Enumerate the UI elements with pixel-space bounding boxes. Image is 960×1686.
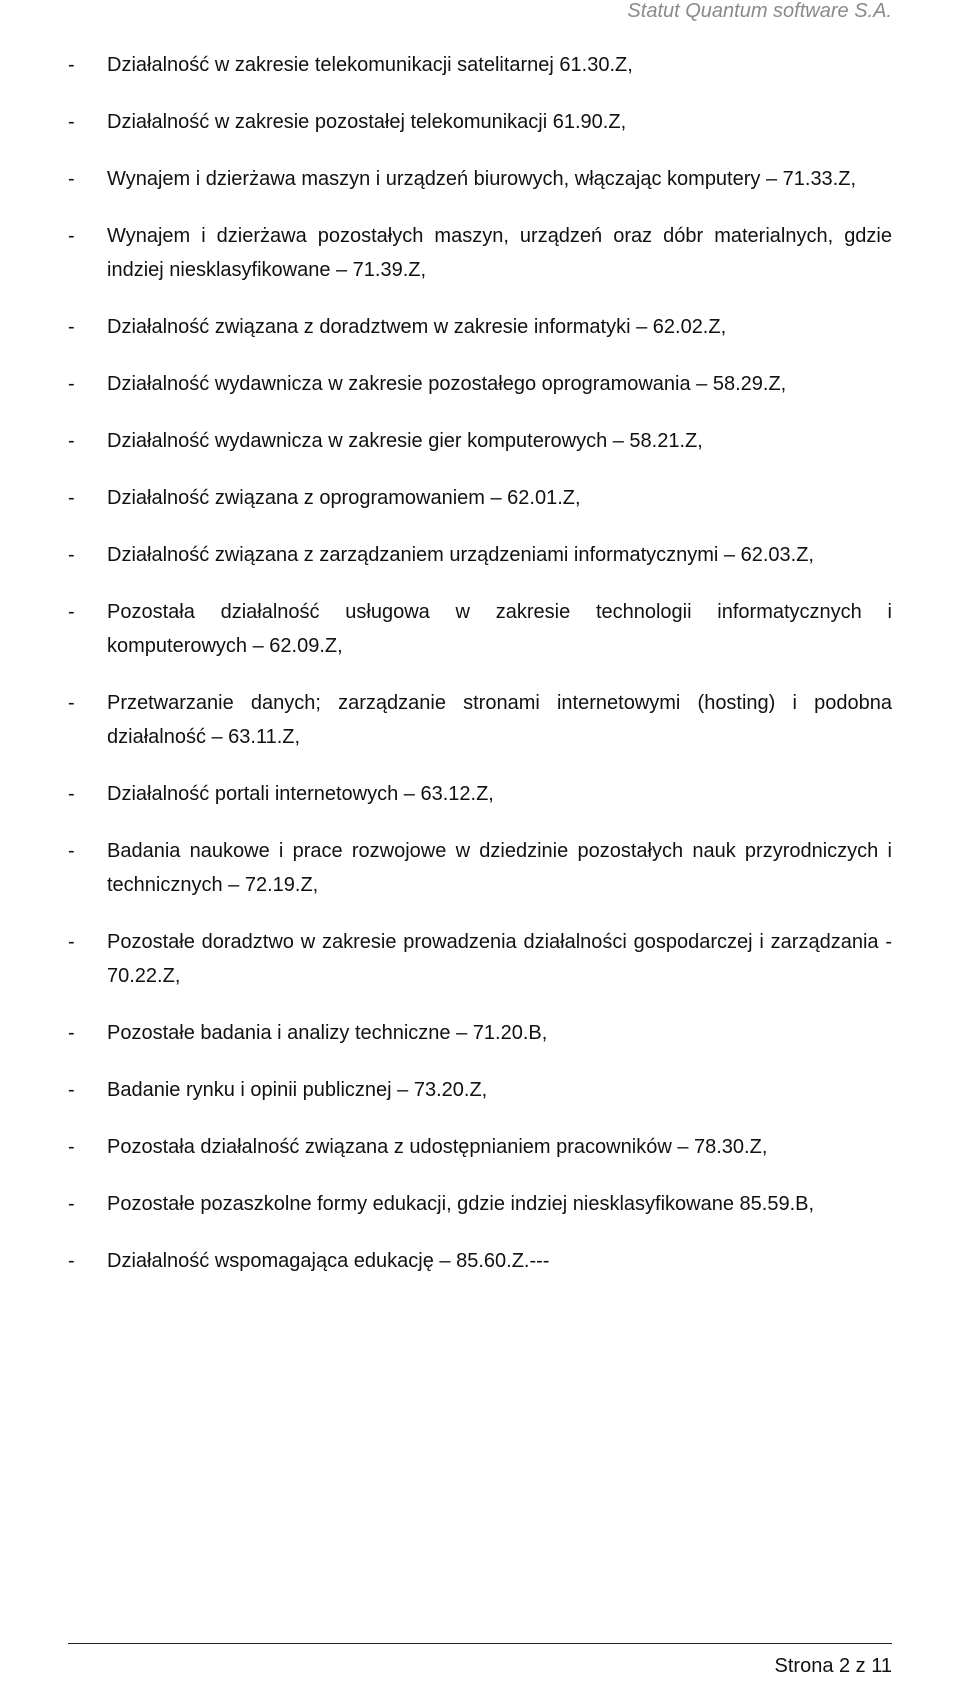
list-item (68, 1244, 892, 1278)
list-item (68, 424, 892, 458)
list-item (68, 105, 892, 139)
list-dash: - (68, 840, 75, 862)
footer-divider (68, 1643, 892, 1644)
list-dash: - (68, 373, 75, 395)
list-item (68, 367, 892, 401)
list-dash: - (68, 601, 75, 623)
list-dash: - (68, 111, 75, 133)
list-item-text: Działalność wydawnicza w zakresie pozostałego oprogramowania – 58.29.Z, (107, 373, 787, 395)
list-item-text: Działalność w zakresie pozostałej telekomunikacji 61.90.Z, (107, 111, 627, 133)
list-dash: - (68, 1193, 75, 1215)
list-item-text: Pozostałe doradztwo w zakresie prowadzenia działalności gospodarczej i zarządzania - 70.22.Z, (107, 931, 892, 987)
list-dash: - (68, 1079, 75, 1101)
list-item-text: Badanie rynku i opinii publicznej – 73.20.Z, (107, 1079, 488, 1101)
list-item-text: Działalność wspomagająca edukację – 85.60.Z.--- (107, 1250, 550, 1272)
list-dash: - (68, 316, 75, 338)
list-item (68, 777, 892, 811)
list-item-text: Działalność związana z oprogramowaniem – 62.01.Z, (107, 487, 581, 509)
list-dash: - (68, 783, 75, 805)
list-item-text: Przetwarzanie danych; zarządzanie stronami internetowymi (hosting) i podobna działalność – 63.11.Z, (107, 692, 892, 748)
list-item (68, 1130, 892, 1164)
list-dash: - (68, 1022, 75, 1044)
list-item-text: Pozostała działalność usługowa w zakresie technologii informatycznych i komputerowych – 62.09.Z, (107, 601, 892, 657)
list-item (68, 925, 892, 993)
document-header: Statut Quantum software S.A. (627, 0, 892, 22)
list-item-text: Działalność związana z doradztwem w zakresie informatyki – 62.02.Z, (107, 316, 727, 338)
list-dash: - (68, 931, 75, 953)
list-dash: - (68, 430, 75, 452)
list-dash: - (68, 692, 75, 714)
list-dash: - (68, 225, 75, 247)
list-item (68, 48, 892, 82)
list-item-text: Działalność związana z zarządzaniem urządzeniami informatycznymi – 62.03.Z, (107, 544, 814, 566)
list-item (68, 310, 892, 344)
list-item (68, 1187, 892, 1221)
list-item (68, 595, 892, 663)
list-item-text: Działalność portali internetowych – 63.12.Z, (107, 783, 494, 805)
list-item (68, 219, 892, 287)
activity-list (68, 48, 892, 1301)
list-item-text: Wynajem i dzierżawa maszyn i urządzeń biurowych, włączając komputery – 71.33.Z, (107, 168, 857, 190)
list-item (68, 1016, 892, 1050)
list-dash: - (68, 1136, 75, 1158)
list-dash: - (68, 487, 75, 509)
list-item-text: Pozostała działalność związana z udostępnianiem pracowników – 78.30.Z, (107, 1136, 768, 1158)
list-item-text: Wynajem i dzierżawa pozostałych maszyn, urządzeń oraz dóbr materialnych, gdzie indziej niesklasyfikowane – 71.39.Z, (107, 225, 892, 281)
list-dash: - (68, 1250, 75, 1272)
list-item-text: Badania naukowe i prace rozwojowe w dziedzinie pozostałych nauk przyrodniczych i technicznych – 72.19.Z, (107, 840, 892, 896)
list-item-text: Działalność w zakresie telekomunikacji satelitarnej 61.30.Z, (107, 54, 633, 76)
list-item (68, 686, 892, 754)
page-number: Strona 2 z 11 (774, 1655, 892, 1677)
list-item (68, 481, 892, 515)
list-item-text: Pozostałe pozaszkolne formy edukacji, gdzie indziej niesklasyfikowane 85.59.B, (107, 1193, 815, 1215)
list-item (68, 538, 892, 572)
list-dash: - (68, 544, 75, 566)
list-item (68, 162, 892, 196)
list-item-text: Działalność wydawnicza w zakresie gier komputerowych – 58.21.Z, (107, 430, 703, 452)
list-item (68, 1073, 892, 1107)
list-item (68, 834, 892, 902)
list-dash: - (68, 168, 75, 190)
list-dash: - (68, 54, 75, 76)
list-item-text: Pozostałe badania i analizy techniczne – 71.20.B, (107, 1022, 548, 1044)
